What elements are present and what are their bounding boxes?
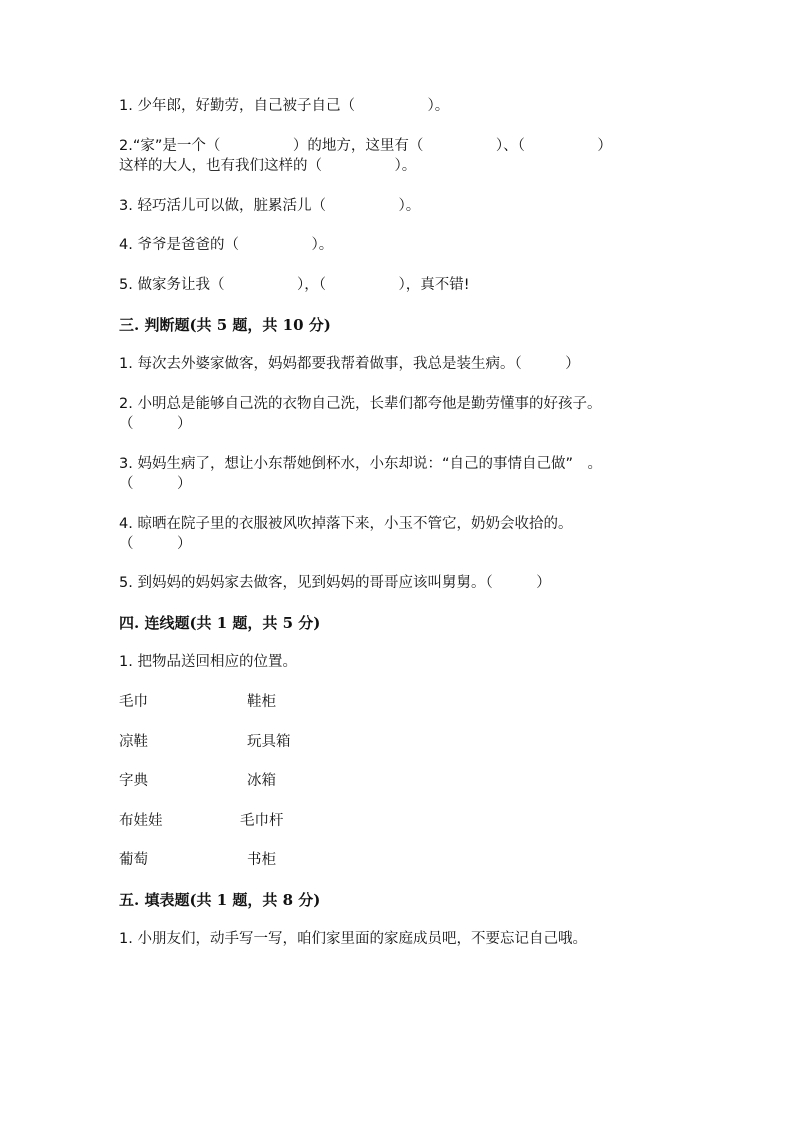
match-right-item: 书柜 xyxy=(247,852,276,868)
match-left-item: 字典 xyxy=(119,773,148,789)
match-right-item: 毛巾杆 xyxy=(240,813,284,829)
fill-question-4: 4. 爷爷是爸爸的（ ）。 xyxy=(119,237,334,253)
fill-question-1: 1. 少年郎，好勤劳，自己被子自己（ ）。 xyxy=(119,98,450,114)
judge-question-3-line-1: 3. 妈妈生病了，想让小东帮她倒杯水，小东却说：“自己的事情自己做” 。 xyxy=(119,456,602,472)
judge-question-3-line-2: （ ） xyxy=(119,476,192,492)
match-left-item: 葡萄 xyxy=(119,852,148,868)
match-left-item: 凉鞋 xyxy=(119,734,148,750)
match-right-item: 鞋柜 xyxy=(247,694,276,710)
fill-question-2-line-1: 2.“家”是一个（ ）的地方，这里有（ ）、（ ） xyxy=(119,138,612,154)
section-5-title: 五. 填表题(共 1 题，共 8 分) xyxy=(119,891,321,909)
fill-question-3: 3. 轻巧活儿可以做，脏累活儿（ ）。 xyxy=(119,198,421,214)
judge-question-1: 1. 每次去外婆家做客，妈妈都要我帮着做事，我总是装生病。（ ） xyxy=(119,356,580,372)
match-question: 1. 把物品送回相应的位置。 xyxy=(119,654,297,670)
table-question: 1. 小朋友们，动手写一写，咱们家里面的家庭成员吧，不要忘记自己哦。 xyxy=(119,931,587,947)
match-left-item: 布娃娃 xyxy=(119,813,163,829)
judge-question-2-line-2: （ ） xyxy=(119,416,192,432)
judge-question-4-line-2: （ ） xyxy=(119,536,192,552)
section-4-title: 四. 连线题(共 1 题，共 5 分) xyxy=(119,614,321,632)
section-3-title: 三. 判断题(共 5 题，共 10 分) xyxy=(119,316,331,334)
fill-question-5: 5. 做家务让我（ ），（ ），真不错! xyxy=(119,277,470,293)
judge-question-4-line-1: 4. 晾晒在院子里的衣服被风吹掉落下来，小玉不管它，奶奶会收拾的。 xyxy=(119,516,573,532)
judge-question-5: 5. 到妈妈的妈妈家去做客，见到妈妈的哥哥应该叫舅舅。（ ） xyxy=(119,575,551,591)
match-left-item: 毛巾 xyxy=(119,694,148,710)
match-right-item: 冰箱 xyxy=(247,773,276,789)
fill-question-2-line-2: 这样的大人，也有我们这样的（ ）。 xyxy=(119,158,417,174)
judge-question-2-line-1: 2. 小明总是能够自己洗的衣物自己洗，长辈们都夸他是勤劳懂事的好孩子。 xyxy=(119,396,602,412)
match-right-item: 玩具箱 xyxy=(247,734,291,750)
